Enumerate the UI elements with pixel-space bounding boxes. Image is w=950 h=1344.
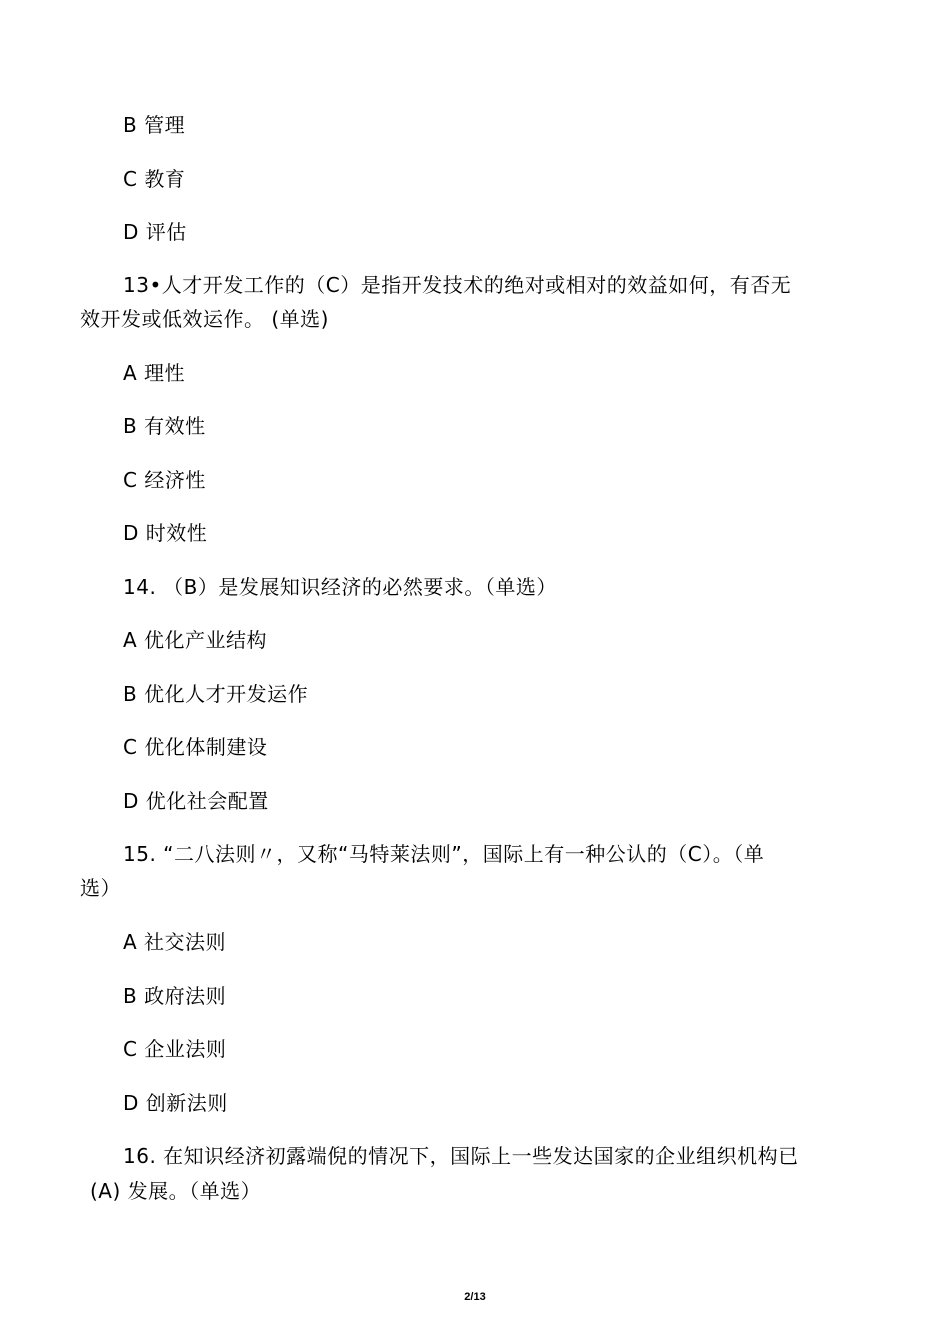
q15-stem-line1: 15. “二八法则〃，又称“马特莱法则”，国际上有一种公认的（C）。（单 bbox=[123, 842, 765, 866]
q15-option-b: B 政府法则 bbox=[123, 984, 227, 1008]
q16-stem-line1: 16. 在知识经济初露端倪的情况下，国际上一些发达国家的企业组织机构已 bbox=[123, 1144, 799, 1168]
q15-option-a: A 社交法则 bbox=[123, 930, 227, 954]
q12-option-d: D 评估 bbox=[123, 220, 187, 244]
q12-option-c: C 教育 bbox=[123, 167, 186, 191]
q14-option-b: B 优化人才开发运作 bbox=[123, 682, 309, 706]
q14-stem: 14. （B）是发展知识经济的必然要求。（单选） bbox=[123, 575, 557, 599]
q13-option-c: C 经济性 bbox=[123, 468, 206, 492]
q13-option-d: D 时效性 bbox=[123, 521, 208, 545]
q14-option-a: A 优化产业结构 bbox=[123, 628, 268, 652]
q12-option-b: B 管理 bbox=[123, 113, 186, 137]
page-number: 2/13 bbox=[464, 1291, 486, 1303]
q13-option-a: A 理性 bbox=[123, 361, 186, 385]
q15-option-c: C 企业法则 bbox=[123, 1037, 227, 1061]
q13-stem-line2: 效开发或低效运作。 (单选) bbox=[80, 307, 329, 331]
q13-option-b: B 有效性 bbox=[123, 414, 206, 438]
q14-option-c: C 优化体制建设 bbox=[123, 735, 268, 759]
q13-stem-line1: 13•人才开发工作的（C）是指开发技术的绝对或相对的效益如何，有否无 bbox=[123, 273, 792, 297]
q14-option-d: D 优化社会配置 bbox=[123, 789, 269, 813]
q15-stem-line2: 选） bbox=[80, 876, 121, 900]
q15-option-d: D 创新法则 bbox=[123, 1091, 228, 1115]
q16-stem-line2: (A) 发展。（单选） bbox=[90, 1179, 262, 1203]
